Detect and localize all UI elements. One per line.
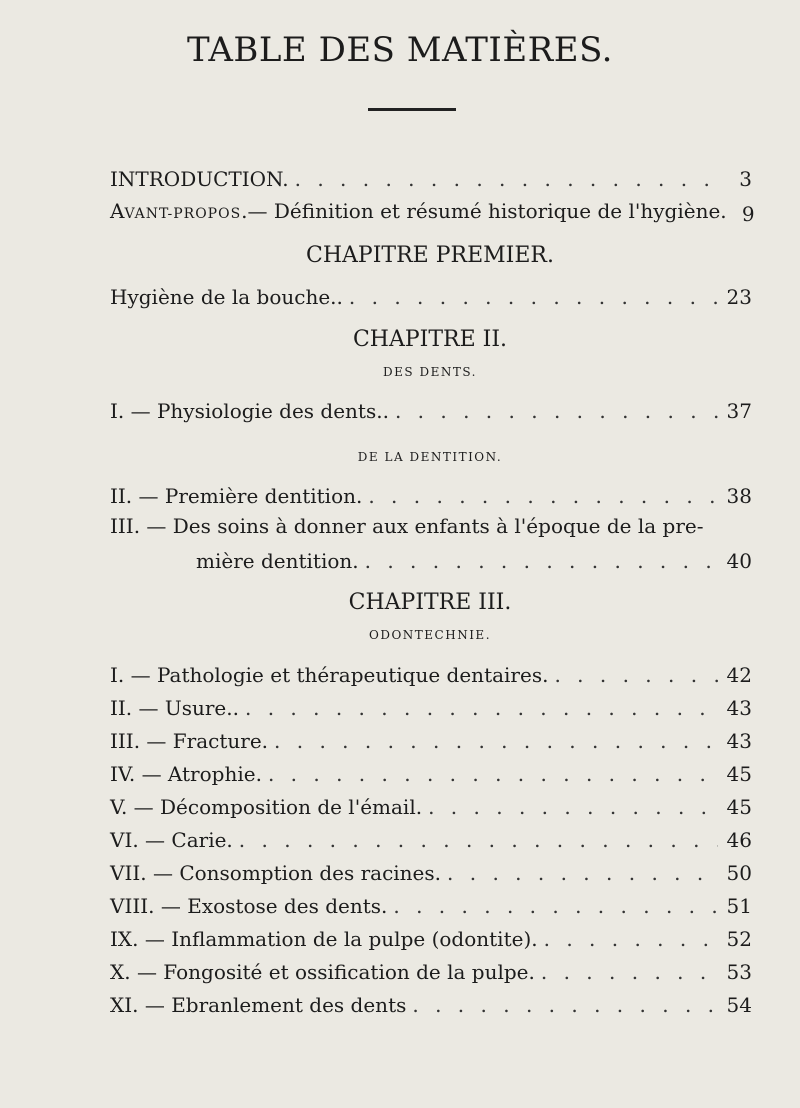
toc-page: 42 bbox=[726, 663, 752, 687]
toc-page: 45 bbox=[726, 795, 752, 819]
toc-entry-usure[interactable] bbox=[110, 689, 752, 721]
toc-page: 3 bbox=[739, 167, 752, 191]
toc-entry-premiere-dentition[interactable] bbox=[110, 477, 752, 509]
toc-entry-consomption[interactable] bbox=[110, 854, 752, 886]
section-subheading: DE LA DENTITION. bbox=[357, 450, 503, 464]
toc-entry-ebranlement[interactable] bbox=[110, 986, 752, 1018]
title-rule bbox=[368, 108, 456, 111]
toc-entry-hygiene[interactable] bbox=[110, 278, 752, 310]
toc-label: VI. — Carie. bbox=[110, 828, 233, 852]
section-subheading: DES DENTS. bbox=[383, 365, 477, 379]
leader-dots bbox=[554, 662, 718, 688]
toc-page: 53 bbox=[726, 960, 752, 984]
toc-page: 38 bbox=[726, 484, 752, 508]
toc-entry-pathologie[interactable] bbox=[110, 656, 752, 688]
chapter-heading: CHAPITRE III. bbox=[348, 590, 512, 615]
toc-label: VIII. — Exostose des dents. bbox=[110, 894, 388, 918]
leader-dots bbox=[428, 794, 718, 820]
toc-page: 45 bbox=[726, 762, 752, 786]
toc-label: I. — Physiologie des dents.. bbox=[110, 399, 389, 423]
leader-dots bbox=[274, 728, 718, 754]
toc-label: mière dentition. bbox=[196, 549, 359, 573]
toc-page: 50 bbox=[726, 861, 752, 885]
chapter-heading: CHAPITRE II. bbox=[352, 327, 508, 352]
toc-label: III. — Fracture. bbox=[110, 729, 269, 753]
page-title: TABLE DES MATIÈRES. bbox=[187, 30, 613, 70]
toc-label: XI. — Ebranlement des dents bbox=[110, 993, 407, 1017]
leader-dots bbox=[412, 992, 718, 1018]
toc-label: IV. — Atrophie. bbox=[110, 762, 262, 786]
leader-dots bbox=[349, 284, 718, 310]
toc-label: II. — Première dentition. bbox=[110, 484, 363, 508]
toc-label: IX. — Inflammation de la pulpe (odontite). bbox=[110, 927, 538, 951]
toc-label bbox=[110, 198, 727, 227]
leader-dots bbox=[447, 860, 718, 886]
toc-label: INTRODUCTION. bbox=[110, 167, 289, 191]
toc-label-smallcaps: VANT-PROPOS bbox=[124, 206, 242, 222]
toc-entry-carie[interactable] bbox=[110, 821, 752, 853]
toc-page: 52 bbox=[726, 927, 752, 951]
toc-page: 46 bbox=[726, 828, 752, 852]
toc-label: X. — Fongosité et ossification de la pulpe. bbox=[110, 960, 535, 984]
toc-entry-exostose[interactable] bbox=[110, 887, 752, 919]
toc-entry-soins[interactable] bbox=[196, 542, 752, 574]
toc-entry-introduction[interactable] bbox=[110, 160, 752, 192]
toc-label: V. — Décomposition de l'émail. bbox=[110, 795, 423, 819]
toc-entry-avant-propos[interactable] bbox=[110, 195, 755, 227]
toc-entry-inflammation[interactable] bbox=[110, 920, 752, 952]
leader-dots bbox=[365, 548, 718, 574]
toc-entry-fongosite[interactable] bbox=[110, 953, 752, 985]
toc-entry-soins-line1[interactable]: III. — Des soins à donner aux enfants à l'époque de la pre- bbox=[110, 514, 704, 538]
toc-page: 43 bbox=[726, 696, 752, 720]
toc-entry-physiologie[interactable] bbox=[110, 392, 752, 424]
leader-dots bbox=[368, 483, 718, 509]
toc-label-initial: A bbox=[110, 199, 125, 223]
leader-dots bbox=[393, 893, 718, 919]
toc-page: 9 bbox=[741, 202, 755, 226]
toc-page: 37 bbox=[726, 399, 752, 423]
toc-entry-decomposition[interactable] bbox=[110, 788, 752, 820]
toc-label-rest: .— Définition et résumé historique de l'hygiène. bbox=[241, 199, 727, 223]
toc-entry-atrophie[interactable] bbox=[110, 755, 752, 787]
toc-label: I. — Pathologie et thérapeutique dentaires. bbox=[110, 663, 549, 687]
toc-label: II. — Usure.. bbox=[110, 696, 239, 720]
toc-page: 43 bbox=[726, 729, 752, 753]
toc-page: 40 bbox=[726, 549, 752, 573]
chapter-heading: CHAPITRE PREMIER. bbox=[306, 243, 554, 268]
leader-dots bbox=[544, 926, 718, 952]
toc-label: Hygiène de la bouche.. bbox=[110, 285, 343, 309]
leader-dots bbox=[295, 166, 718, 192]
toc-page: 54 bbox=[726, 993, 752, 1017]
leader-dots bbox=[395, 398, 718, 424]
toc-page: 23 bbox=[726, 285, 752, 309]
toc-entry-fracture[interactable] bbox=[110, 722, 752, 754]
toc-label: VII. — Consomption des racines. bbox=[110, 861, 442, 885]
leader-dots bbox=[541, 959, 718, 985]
leader-dots bbox=[239, 827, 718, 853]
section-subheading: ODONTECHNIE. bbox=[368, 628, 492, 642]
leader-dots bbox=[245, 695, 718, 721]
leader-dots bbox=[268, 761, 718, 787]
toc-page: 51 bbox=[726, 894, 752, 918]
